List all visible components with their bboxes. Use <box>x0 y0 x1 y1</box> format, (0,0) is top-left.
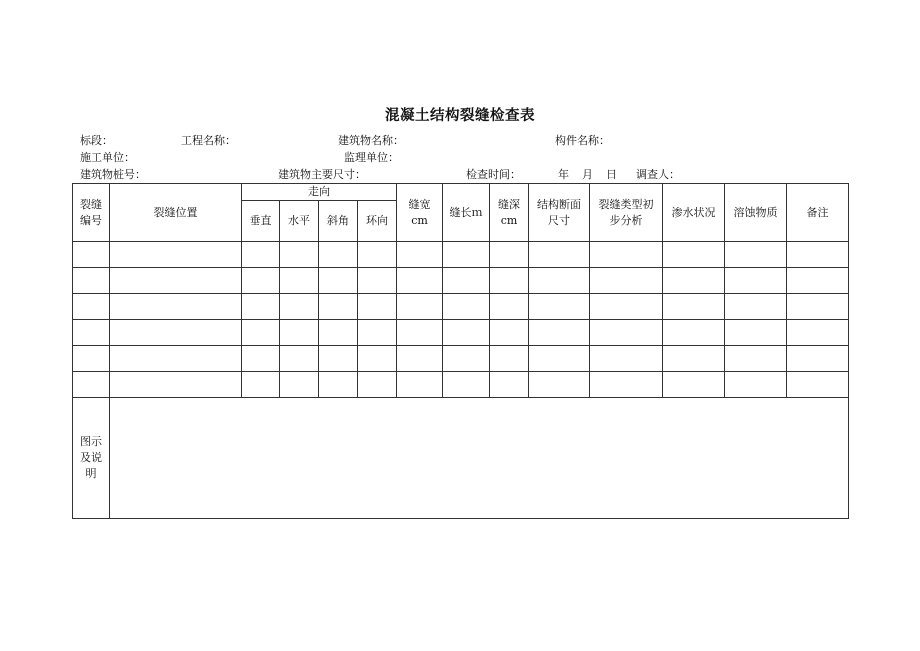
table-cell[interactable] <box>73 320 110 346</box>
table-cell[interactable] <box>280 294 319 320</box>
diagram-label: 图示 及说 明 <box>73 398 110 519</box>
direction-vertical-header: 垂直 <box>242 201 280 242</box>
table-cell[interactable] <box>787 346 849 372</box>
table-cell[interactable] <box>529 372 590 398</box>
table-cell[interactable] <box>725 346 787 372</box>
table-cell[interactable] <box>73 346 110 372</box>
table-cell[interactable] <box>490 242 529 268</box>
building-name-label: 建筑物名称： <box>338 134 404 147</box>
table-cell[interactable] <box>443 294 490 320</box>
table-row <box>73 346 849 372</box>
table-cell[interactable] <box>787 294 849 320</box>
table-cell[interactable] <box>663 242 725 268</box>
section-label: 标段： <box>80 134 113 147</box>
table-cell[interactable] <box>358 294 397 320</box>
remarks-header: 备注 <box>787 184 849 242</box>
table-cell[interactable] <box>663 346 725 372</box>
construction-unit-label: 施工单位： <box>80 151 135 164</box>
table-row <box>73 294 849 320</box>
table-cell[interactable] <box>443 346 490 372</box>
table-cell[interactable] <box>280 346 319 372</box>
table-cell[interactable] <box>110 320 242 346</box>
table-cell[interactable] <box>242 320 280 346</box>
table-cell[interactable] <box>490 372 529 398</box>
day-label: 日 <box>606 168 617 181</box>
table-cell[interactable] <box>242 268 280 294</box>
table-cell[interactable] <box>397 320 443 346</box>
table-cell[interactable] <box>319 372 358 398</box>
table-cell[interactable] <box>725 294 787 320</box>
table-cell[interactable] <box>529 268 590 294</box>
table-cell[interactable] <box>590 346 663 372</box>
table-cell[interactable] <box>319 242 358 268</box>
direction-oblique-header: 斜角 <box>319 201 358 242</box>
table-cell[interactable] <box>280 242 319 268</box>
diagram-area[interactable] <box>110 398 849 519</box>
table-cell[interactable] <box>787 320 849 346</box>
direction-header: 走向 <box>242 184 397 201</box>
table-cell[interactable] <box>397 372 443 398</box>
table-cell[interactable] <box>529 320 590 346</box>
table-cell[interactable] <box>590 372 663 398</box>
table-cell[interactable] <box>397 268 443 294</box>
table-cell[interactable] <box>529 346 590 372</box>
table-cell[interactable] <box>280 320 319 346</box>
investigator-label: 调查人： <box>636 168 680 181</box>
crack-no-header: 裂缝 编号 <box>73 184 110 242</box>
table-cell[interactable] <box>110 346 242 372</box>
table-row <box>73 242 849 268</box>
table-cell[interactable] <box>443 242 490 268</box>
table-cell[interactable] <box>280 372 319 398</box>
table-cell[interactable] <box>358 320 397 346</box>
crack-width-header: 缝宽 cm <box>397 184 443 242</box>
table-cell[interactable] <box>319 346 358 372</box>
table-cell[interactable] <box>242 242 280 268</box>
page-title: 混凝土结构裂缝检查表 <box>385 107 535 124</box>
table-cell[interactable] <box>110 372 242 398</box>
table-cell[interactable] <box>529 242 590 268</box>
table-cell[interactable] <box>73 294 110 320</box>
building-station-label: 建筑物桩号： <box>80 168 146 181</box>
table-cell[interactable] <box>590 242 663 268</box>
seepage-header: 渗水状况 <box>663 184 725 242</box>
table-cell[interactable] <box>242 294 280 320</box>
table-cell[interactable] <box>590 320 663 346</box>
table-cell[interactable] <box>358 242 397 268</box>
table-cell[interactable] <box>443 268 490 294</box>
direction-circumferential-header: 环向 <box>358 201 397 242</box>
table-cell[interactable] <box>242 346 280 372</box>
table-cell[interactable] <box>490 346 529 372</box>
table-cell[interactable] <box>590 294 663 320</box>
table-cell[interactable] <box>663 294 725 320</box>
month-label: 月 <box>582 168 593 181</box>
table-cell[interactable] <box>787 372 849 398</box>
table-cell[interactable] <box>397 294 443 320</box>
crack-type-header: 裂缝类型初 步分析 <box>590 184 663 242</box>
table-cell[interactable] <box>73 268 110 294</box>
table-cell[interactable] <box>242 372 280 398</box>
table-cell[interactable] <box>590 268 663 294</box>
table-cell[interactable] <box>73 372 110 398</box>
direction-horizontal-header: 水平 <box>280 201 319 242</box>
table-cell[interactable] <box>725 268 787 294</box>
table-cell[interactable] <box>358 372 397 398</box>
table-row <box>73 320 849 346</box>
table-cell[interactable] <box>725 242 787 268</box>
table-cell[interactable] <box>319 294 358 320</box>
year-label: 年 <box>558 168 569 181</box>
table-cell[interactable] <box>110 294 242 320</box>
project-name-label: 工程名称： <box>181 134 236 147</box>
table-cell[interactable] <box>443 320 490 346</box>
table-cell[interactable] <box>787 268 849 294</box>
table-cell[interactable] <box>110 268 242 294</box>
table-cell[interactable] <box>397 242 443 268</box>
inspection-time-label: 检查时间： <box>466 168 521 181</box>
crack-depth-header: 缝深 cm <box>490 184 529 242</box>
table-cell[interactable] <box>280 268 319 294</box>
table-cell[interactable] <box>529 294 590 320</box>
table-cell[interactable] <box>319 268 358 294</box>
corrosion-header: 溶蚀物质 <box>725 184 787 242</box>
component-name-label: 构件名称： <box>555 134 610 147</box>
table-row <box>73 268 849 294</box>
table-cell[interactable] <box>490 320 529 346</box>
table-cell[interactable] <box>358 268 397 294</box>
crack-location-header: 裂缝位置 <box>110 184 242 242</box>
table-cell[interactable] <box>490 268 529 294</box>
building-dimensions-label: 建筑物主要尺寸： <box>278 168 366 181</box>
table-cell[interactable] <box>663 268 725 294</box>
table-cell[interactable] <box>490 294 529 320</box>
table-cell[interactable] <box>73 242 110 268</box>
section-size-header: 结构断面 尺寸 <box>529 184 590 242</box>
diagram-row <box>73 398 849 519</box>
table-cell[interactable] <box>358 346 397 372</box>
table-cell[interactable] <box>663 320 725 346</box>
table-cell[interactable] <box>663 372 725 398</box>
header-row <box>73 184 849 201</box>
crack-inspection-table <box>72 183 849 519</box>
table-cell[interactable] <box>725 320 787 346</box>
supervision-unit-label: 监理单位： <box>344 151 399 164</box>
table-cell[interactable] <box>110 242 242 268</box>
crack-length-header: 缝长ｍ <box>443 184 490 242</box>
table-cell[interactable] <box>725 372 787 398</box>
table-cell[interactable] <box>443 372 490 398</box>
table-row <box>73 372 849 398</box>
table-cell[interactable] <box>397 346 443 372</box>
table-cell[interactable] <box>319 320 358 346</box>
table-cell[interactable] <box>787 242 849 268</box>
